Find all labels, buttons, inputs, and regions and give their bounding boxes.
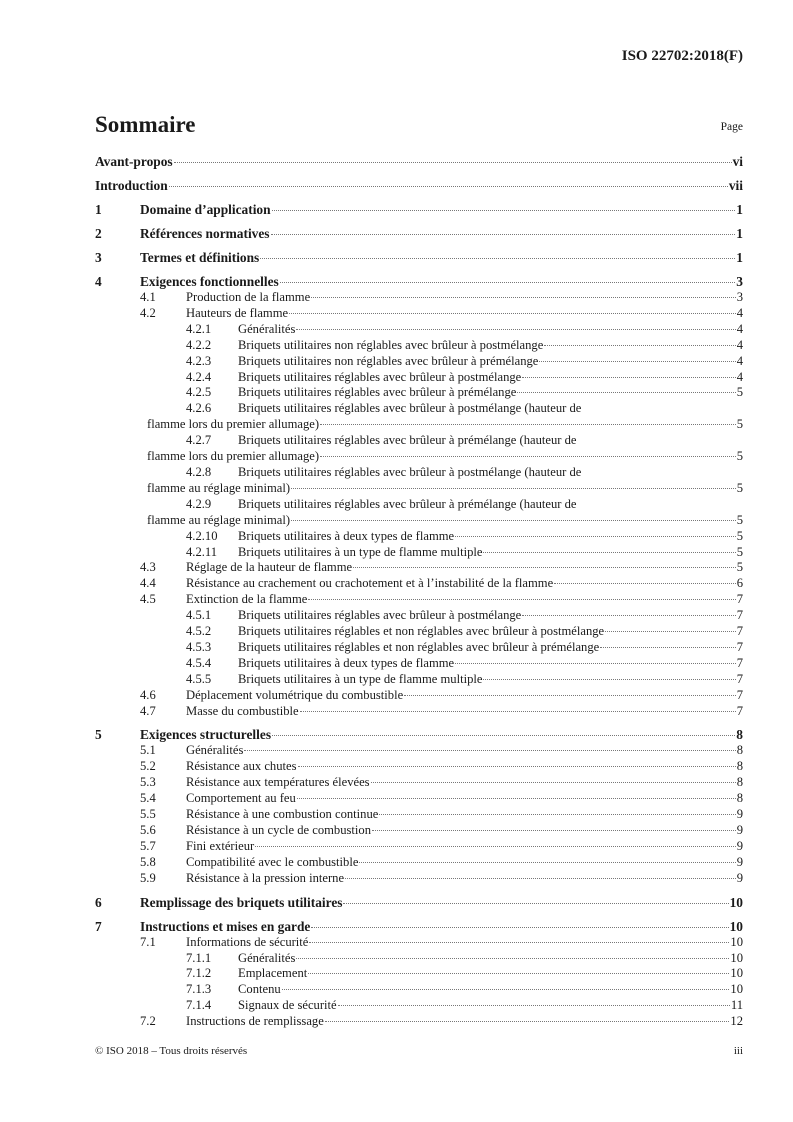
dot-leader xyxy=(539,361,735,362)
dot-leader xyxy=(272,210,736,211)
toc-entry-title[interactable]: Hauteurs de flamme xyxy=(186,305,289,320)
toc-entry[interactable] xyxy=(95,322,743,338)
dot-leader xyxy=(297,798,736,799)
toc-entry-title[interactable]: Résistance au crachement ou crachotement et à l’instabilité de la flamme xyxy=(186,576,554,591)
toc-entry-title[interactable]: Briquets utilitaires non réglables avec brûleur à postmélange xyxy=(238,337,544,352)
toc-entry-number: 5.8 xyxy=(140,854,156,869)
toc-entry-number: 4.1 xyxy=(140,290,156,304)
dot-leader xyxy=(169,186,728,187)
toc-entry-page[interactable]: 8 xyxy=(736,759,743,774)
toc-entry[interactable] xyxy=(95,688,743,704)
toc-entry-title[interactable]: Briquets utilitaires non réglables avec brûleur à prémélange xyxy=(238,353,539,368)
dot-leader xyxy=(282,989,730,990)
dot-leader xyxy=(379,814,735,815)
dot-leader xyxy=(544,345,735,346)
dot-leader xyxy=(296,958,729,959)
toc-entry-title[interactable]: Briquets utilitaires réglables avec brûleur à prémélange xyxy=(238,385,517,400)
toc-entry-continuation[interactable] xyxy=(95,417,743,433)
toc-entry-title[interactable]: Réglage de la hauteur de flamme xyxy=(186,560,353,575)
toc-entry-page[interactable]: 8 xyxy=(736,743,743,758)
toc-entry-number: 4.5.4 xyxy=(186,655,212,670)
toc-entry-page[interactable]: 4 xyxy=(736,369,743,384)
dot-leader xyxy=(311,927,728,928)
toc-entry-continuation[interactable] xyxy=(95,449,743,465)
toc-entry-number: 4 xyxy=(95,274,102,289)
toc-entry[interactable] xyxy=(95,274,743,290)
dot-leader xyxy=(298,766,736,767)
toc-entry-number: 4.2.6 xyxy=(186,401,212,416)
toc-entry-page[interactable]: vi xyxy=(732,154,743,169)
toc-entry-page[interactable]: 4 xyxy=(736,321,743,336)
toc-entry-page[interactable]: 10 xyxy=(730,966,743,981)
toc-entry-title[interactable]: Briquets utilitaires à un type de flamme multiple xyxy=(238,544,483,559)
dot-leader xyxy=(244,750,735,751)
toc-entry-number: 6 xyxy=(95,894,102,910)
toc-entry[interactable] xyxy=(95,250,743,266)
toc-entry[interactable] xyxy=(95,401,743,417)
toc-entry-page[interactable]: 10 xyxy=(729,894,743,910)
toc-entry-page[interactable]: 10 xyxy=(730,982,743,997)
toc-entry-page[interactable]: 6 xyxy=(736,576,743,591)
toc-entry-title[interactable]: Signaux de sécurité xyxy=(238,998,337,1013)
dot-leader xyxy=(371,782,736,783)
document-id: ISO 22702:2018(F) xyxy=(621,48,743,64)
toc-entry[interactable] xyxy=(95,919,743,935)
footer-copyright: © ISO 2018 – Tous droits réservés xyxy=(95,1045,248,1057)
toc-entry-number: 4.5.5 xyxy=(186,671,212,686)
dot-leader xyxy=(320,456,736,457)
toc-entry[interactable] xyxy=(95,354,743,370)
toc-entry-number: 5.7 xyxy=(140,838,156,853)
toc-entry-number: 4.2 xyxy=(140,305,156,320)
toc-entry-title[interactable]: Briquets utilitaires réglables avec brûleur à postmélange xyxy=(238,369,522,384)
toc-entry-number: 4.7 xyxy=(140,703,156,718)
toc-entry[interactable] xyxy=(95,545,743,561)
toc-entry-number: 4.5.3 xyxy=(186,639,212,654)
toc-entry-number: 4.3 xyxy=(140,560,156,575)
toc-entry[interactable] xyxy=(95,951,743,967)
toc-entry-title[interactable]: Briquets utilitaires à un type de flamme multiple xyxy=(238,671,483,686)
dot-leader xyxy=(291,488,736,489)
toc-entry-number: 4.2.10 xyxy=(186,528,218,543)
toc-entry-number: 4.4 xyxy=(140,576,156,591)
toc-entry-title[interactable]: Briquets utilitaires à deux types de flamme xyxy=(238,528,455,543)
toc-entry-title[interactable]: Briquets utilitaires réglables avec brûleur à postmélange (hauteur de xyxy=(238,401,582,416)
dot-leader xyxy=(311,297,736,298)
toc-entry-title[interactable]: Briquets utilitaires réglables avec brûleur à prémélange (hauteur de xyxy=(238,496,577,511)
toc-entry-page[interactable]: 3 xyxy=(736,274,743,289)
toc-entry-number: 7.1.4 xyxy=(186,998,212,1013)
toc-entry-title[interactable]: Instructions et mises en garde xyxy=(140,918,311,934)
toc-entry[interactable] xyxy=(95,465,743,481)
toc-entry-page[interactable]: 10 xyxy=(729,918,743,934)
toc-entry[interactable] xyxy=(95,154,743,170)
toc-entry[interactable] xyxy=(95,855,743,871)
toc-entry-title-continued[interactable]: flamme au réglage minimal) xyxy=(147,480,291,495)
toc-entry-title[interactable]: Déplacement volumétrique du combustible xyxy=(186,687,404,702)
toc-entry-page[interactable]: 3 xyxy=(736,290,743,304)
toc-entry-title[interactable]: Généralités xyxy=(238,950,296,965)
toc-entry-number: 4.5 xyxy=(140,592,156,607)
toc-entry-page[interactable]: 1 xyxy=(736,226,743,241)
toc-entry-page[interactable]: 7 xyxy=(736,703,743,718)
toc-entry-page[interactable]: 7 xyxy=(736,592,743,607)
toc-entry-number: 4.5.2 xyxy=(186,624,212,639)
toc-entry-title[interactable]: Briquets utilitaires à deux types de flamme xyxy=(238,655,455,670)
toc-entry-page[interactable]: 7 xyxy=(736,655,743,670)
dot-leader xyxy=(359,862,735,863)
toc-entry-number: 4.2.1 xyxy=(186,321,212,336)
toc-entry[interactable] xyxy=(95,560,743,576)
toc-entry-number: 5.9 xyxy=(140,870,156,885)
toc-entry[interactable] xyxy=(95,791,743,807)
toc-entry-page[interactable]: 5 xyxy=(736,512,743,527)
dot-leader xyxy=(308,599,735,600)
toc-entry-number: 4.2.3 xyxy=(186,353,212,368)
toc-entry-page[interactable]: 5 xyxy=(736,385,743,400)
toc-entry[interactable] xyxy=(95,823,743,839)
toc-entry-title[interactable]: Domaine d’application xyxy=(140,202,271,217)
toc-entry-number: 5.3 xyxy=(140,775,156,790)
toc-entry-title[interactable]: Avant-propos xyxy=(95,154,173,169)
toc-entry-page[interactable]: 7 xyxy=(736,608,743,623)
toc-entry-number: 7.1.1 xyxy=(186,950,212,965)
toc-entry-page[interactable]: 10 xyxy=(730,950,743,965)
toc-entry-title[interactable]: Contenu xyxy=(238,982,281,997)
toc-entry-title[interactable]: Exigences fonctionnelles xyxy=(140,274,279,289)
toc-entry-title[interactable]: Généralités xyxy=(186,743,244,758)
dot-leader xyxy=(260,258,735,259)
toc-entry[interactable] xyxy=(95,704,743,720)
toc-entry[interactable] xyxy=(95,640,743,656)
toc-entry-title[interactable]: Briquets utilitaires réglables avec brûleur à postmélange xyxy=(238,608,522,623)
page-column-label: Page xyxy=(720,121,743,133)
toc-entry-page[interactable]: 9 xyxy=(736,854,743,869)
dot-leader xyxy=(605,631,736,632)
toc-entry-page[interactable]: 5 xyxy=(736,417,743,432)
toc-entry-number: 7 xyxy=(95,918,102,934)
footer xyxy=(95,1045,743,1057)
toc-entry[interactable] xyxy=(95,656,743,672)
toc-entry-page[interactable]: 9 xyxy=(736,870,743,885)
toc-entry-page[interactable]: vii xyxy=(728,178,743,193)
toc-entry[interactable] xyxy=(95,895,743,911)
toc-entry-page[interactable]: 4 xyxy=(736,305,743,320)
dot-leader xyxy=(174,162,732,163)
dot-leader xyxy=(255,846,736,847)
page-title: Sommaire xyxy=(95,112,196,137)
toc-entry[interactable] xyxy=(95,743,743,759)
toc-entry[interactable] xyxy=(95,775,743,791)
toc-entry-number: 7.1.3 xyxy=(186,982,212,997)
toc-entry-title[interactable]: Remplissage des briquets utilitaires xyxy=(140,894,343,910)
dot-leader xyxy=(289,313,736,314)
dot-leader xyxy=(455,536,736,537)
dot-leader xyxy=(353,567,736,568)
toc-entry-page[interactable]: 5 xyxy=(736,544,743,559)
toc-entry-title[interactable]: Résistance à un cycle de combustion xyxy=(186,823,372,837)
dot-leader xyxy=(345,878,736,879)
toc-entry-title[interactable]: Briquets utilitaires réglables et non réglables avec brûleur à postmélange xyxy=(238,624,605,639)
toc-entry-page[interactable]: 8 xyxy=(736,775,743,790)
toc-entry[interactable] xyxy=(95,982,743,998)
toc-entry-title[interactable]: Introduction xyxy=(95,178,168,193)
toc-entry-title[interactable]: Résistance à la pression interne xyxy=(186,870,345,885)
dot-leader xyxy=(308,973,729,974)
toc-entry-title[interactable]: Briquets utilitaires réglables avec brûleur à postmélange (hauteur de xyxy=(238,464,582,479)
toc-entry-title[interactable]: Résistance à une combustion continue xyxy=(186,807,379,822)
toc-entry-page[interactable]: 10 xyxy=(730,934,743,949)
toc-entry-number: 5.5 xyxy=(140,807,156,822)
toc-entry-number: 4.2.8 xyxy=(186,464,212,479)
dot-leader xyxy=(522,615,735,616)
toc-entry-number: 5 xyxy=(95,727,102,743)
toc-entry-page[interactable]: 7 xyxy=(736,624,743,639)
toc-entry-number: 4.2.4 xyxy=(186,369,212,384)
toc-entry-title[interactable]: Compatibilité avec le combustible xyxy=(186,854,359,869)
dot-leader xyxy=(455,663,736,664)
toc-entry-page[interactable]: 4 xyxy=(736,337,743,352)
dot-leader xyxy=(483,679,735,680)
toc-entry-title[interactable]: Fini extérieur xyxy=(186,838,255,853)
toc-entry-number: 5.6 xyxy=(140,823,156,837)
dot-leader xyxy=(372,830,736,831)
toc-entry-page[interactable]: 12 xyxy=(730,1014,743,1029)
toc-entry-title-continued[interactable]: flamme lors du premier allumage) xyxy=(147,417,320,432)
toc-entry[interactable] xyxy=(95,807,743,823)
dot-leader xyxy=(309,942,729,943)
toc-entry[interactable] xyxy=(95,497,743,513)
dot-leader xyxy=(291,520,736,521)
toc-entry[interactable] xyxy=(95,576,743,592)
toc-entry[interactable] xyxy=(95,935,743,951)
dot-leader xyxy=(325,1021,730,1022)
toc-entry-title[interactable]: Résistance aux températures élevées xyxy=(186,775,370,790)
toc-entry-page[interactable]: 5 xyxy=(736,560,743,575)
toc-entry[interactable] xyxy=(95,608,743,624)
toc-entry-page[interactable]: 9 xyxy=(736,807,743,822)
toc-entry-title[interactable]: Extinction de la flamme xyxy=(186,592,308,607)
toc-entry-number: 4.6 xyxy=(140,687,156,702)
toc-entry[interactable] xyxy=(95,290,743,306)
toc-entry[interactable] xyxy=(95,624,743,640)
toc-entry-title[interactable]: Exigences structurelles xyxy=(140,727,272,743)
toc-entry-number: 7.1.2 xyxy=(186,966,212,981)
toc-entry[interactable] xyxy=(95,998,743,1014)
dot-leader xyxy=(296,329,735,330)
toc-entry[interactable] xyxy=(95,839,743,855)
toc-entry-page[interactable]: 7 xyxy=(736,671,743,686)
toc-entry-page[interactable]: 1 xyxy=(736,250,743,265)
toc-entry-number: 4.2.7 xyxy=(186,433,212,448)
toc-entry-title[interactable]: Résistance aux chutes xyxy=(186,759,297,774)
toc-entry-title[interactable]: Masse du combustible xyxy=(186,703,299,718)
dot-leader xyxy=(517,392,735,393)
toc-entry[interactable] xyxy=(95,529,743,545)
dot-leader xyxy=(272,735,735,736)
toc-entry-title[interactable]: Termes et définitions xyxy=(140,250,260,265)
toc-entry-page[interactable]: 9 xyxy=(736,838,743,853)
toc-entry-number: 3 xyxy=(95,250,102,265)
toc-entry-page[interactable]: 11 xyxy=(730,998,743,1013)
toc-entry-number: 4.2.11 xyxy=(186,544,218,559)
toc-entry[interactable] xyxy=(95,966,743,982)
toc-entry[interactable] xyxy=(95,433,743,449)
toc-entry-title[interactable]: Emplacement xyxy=(238,966,308,981)
dot-leader xyxy=(404,695,736,696)
toc-entry-title[interactable]: Comportement au feu xyxy=(186,791,296,806)
toc-entry-title-continued[interactable]: flamme au réglage minimal) xyxy=(147,512,291,527)
dot-leader xyxy=(600,647,735,648)
toc-entry-continuation[interactable] xyxy=(95,481,743,497)
toc-entry-number: 5.4 xyxy=(140,791,156,806)
toc-entry-page[interactable]: 7 xyxy=(736,639,743,654)
toc-entry-number: 5.2 xyxy=(140,759,156,774)
toc-entry-number: 1 xyxy=(95,202,102,217)
toc-entry[interactable] xyxy=(95,178,743,194)
dot-leader xyxy=(483,552,735,553)
dot-leader xyxy=(554,583,736,584)
toc-entry[interactable] xyxy=(95,759,743,775)
toc-entry[interactable] xyxy=(95,592,743,608)
toc-entry-number: 7.1 xyxy=(140,934,156,949)
toc-entry[interactable] xyxy=(95,672,743,688)
toc-entry-number: 5.1 xyxy=(140,743,156,758)
dot-leader xyxy=(300,711,736,712)
dot-leader xyxy=(320,424,736,425)
toc-entry[interactable] xyxy=(95,1014,743,1030)
toc-entry-page[interactable]: 8 xyxy=(736,727,743,743)
toc-entry-page[interactable]: 1 xyxy=(736,202,743,217)
dot-leader xyxy=(280,282,736,283)
toc-entry[interactable] xyxy=(95,306,743,322)
toc-entry-page[interactable]: 7 xyxy=(736,687,743,702)
toc-entry-title[interactable]: Briquets utilitaires réglables et non réglables avec brûleur à prémélange xyxy=(238,639,600,654)
toc-entry-page[interactable]: 8 xyxy=(736,791,743,806)
toc-entry-page[interactable]: 5 xyxy=(736,528,743,543)
toc-entry-title[interactable]: Briquets utilitaires réglables avec brûleur à prémélange (hauteur de xyxy=(238,433,577,448)
toc-entry-title[interactable]: Références normatives xyxy=(140,226,270,241)
toc-entry-title[interactable]: Instructions de remplissage xyxy=(186,1014,324,1029)
footer-page-number: iii xyxy=(733,1045,743,1057)
dot-leader xyxy=(343,903,728,904)
toc-entry-title[interactable]: Informations de sécurité xyxy=(186,934,309,949)
dot-leader xyxy=(338,1005,730,1006)
toc-entry[interactable] xyxy=(95,202,743,218)
toc-entry-number: 7.2 xyxy=(140,1014,156,1029)
dot-leader xyxy=(271,234,736,235)
toc-entry-number: 4.2.9 xyxy=(186,496,212,511)
table-of-contents xyxy=(95,154,743,1030)
toc-entry[interactable] xyxy=(95,385,743,401)
toc-entry-page[interactable]: 5 xyxy=(736,449,743,464)
toc-entry-page[interactable]: 4 xyxy=(736,353,743,368)
toc-entry-page[interactable]: 5 xyxy=(736,480,743,495)
toc-entry-title[interactable]: Généralités xyxy=(238,321,296,336)
toc-entry-number: 2 xyxy=(95,226,102,241)
toc-entry-number: 4.2.2 xyxy=(186,337,212,352)
toc-entry[interactable] xyxy=(95,871,743,887)
toc-entry[interactable] xyxy=(95,226,743,242)
toc-entry[interactable] xyxy=(95,727,743,743)
toc-entry-continuation[interactable] xyxy=(95,513,743,529)
toc-entry-number: 4.2.5 xyxy=(186,385,212,400)
toc-entry-title[interactable]: Production de la flamme xyxy=(186,290,311,304)
toc-entry[interactable] xyxy=(95,370,743,386)
toc-entry[interactable] xyxy=(95,338,743,354)
toc-entry-page[interactable]: 9 xyxy=(736,823,743,837)
toc-entry-number: 4.5.1 xyxy=(186,608,212,623)
toc-entry-title-continued[interactable]: flamme lors du premier allumage) xyxy=(147,449,320,464)
dot-leader xyxy=(522,377,735,378)
